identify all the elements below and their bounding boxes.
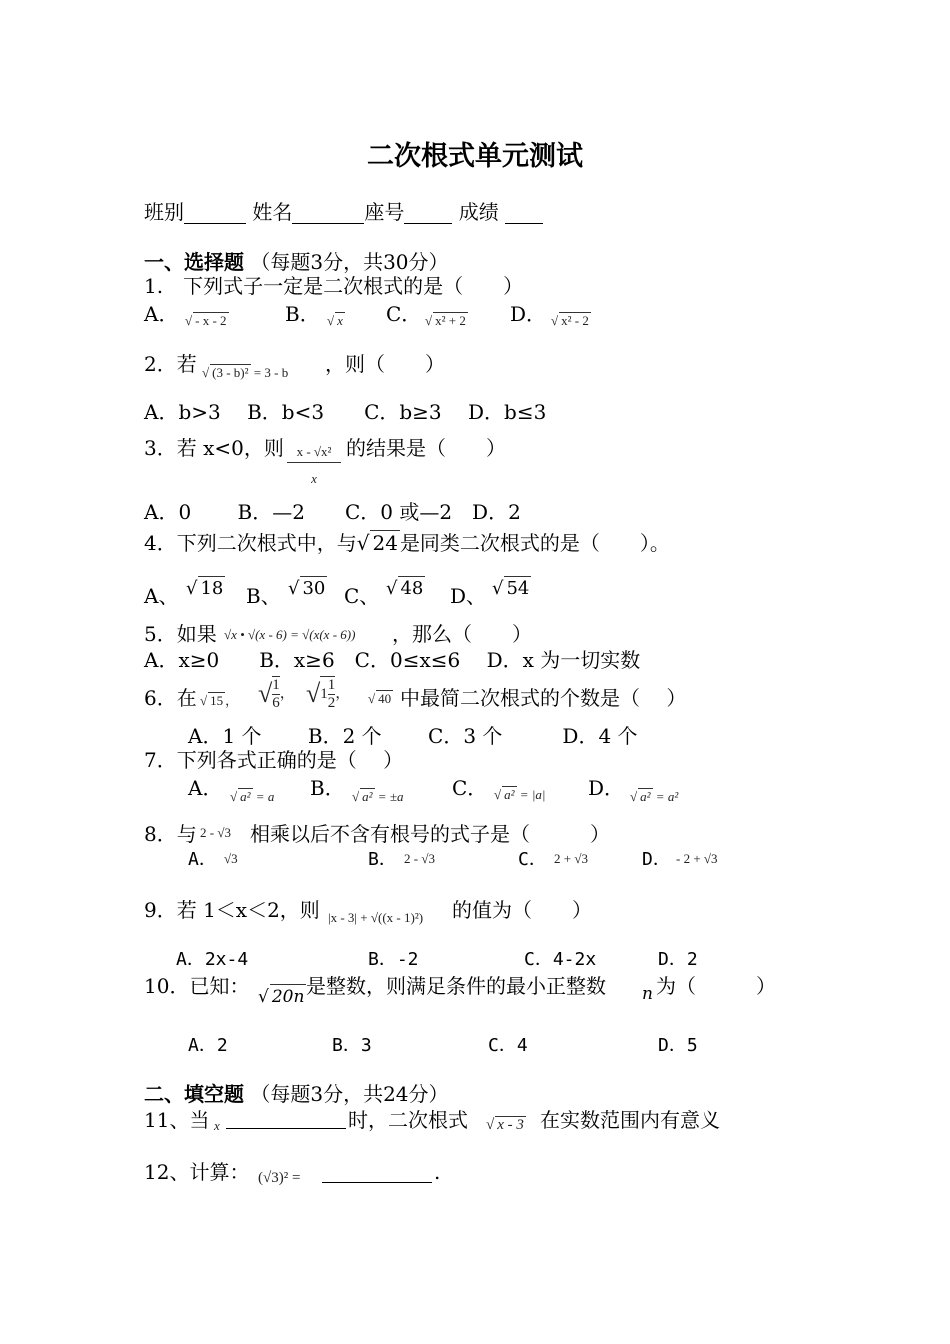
- q7-option-d-label: D．: [588, 776, 625, 800]
- section2-heading: 二、填空题: [144, 1082, 244, 1106]
- q7-option-b-label: B．: [310, 776, 345, 800]
- seat-label: 座号: [364, 200, 405, 224]
- q9-option-c: C．4-2x: [524, 949, 597, 970]
- student-info-line: [144, 200, 543, 224]
- q6-radical-40: √ 40: [368, 691, 392, 706]
- q9-option-a: A．2x-4: [176, 949, 249, 970]
- q10-radical: √ 20n: [258, 984, 306, 1009]
- q8-option-d-label: D．: [642, 849, 671, 870]
- q7-option-c-label: C．: [452, 776, 488, 800]
- q6-radical-one-and-half: √1 $\frac{1}{2}$ ，: [306, 677, 351, 711]
- q4-option-a-expr: √ 18: [186, 578, 224, 599]
- q8-option-c-label: C．: [518, 849, 547, 870]
- score-label: 成绩: [458, 200, 499, 224]
- q5-options: A．x≥0 B．x≥6 C．0≤x≤6 D．x 为一切实数: [144, 648, 641, 672]
- q11-var: x: [214, 1118, 220, 1133]
- q5-pre: 5．如果: [144, 622, 217, 646]
- q3-fraction: [287, 444, 341, 487]
- q2-post: ，则（ ）: [325, 352, 445, 376]
- q7-stem: 7．下列各式正确的是（ ）: [144, 748, 404, 772]
- q4-option-d-expr: √ 54: [492, 578, 530, 599]
- q12-expr: (√3)² =: [258, 1170, 301, 1186]
- q4-pre: 4．下列二次根式中，与: [144, 531, 357, 555]
- q6-post: 中最简二次根式的个数是（ ）: [400, 686, 687, 710]
- section2-header: [144, 1082, 449, 1106]
- q10-option-a: A．2: [188, 1035, 228, 1056]
- section2-note: （每题3分，共24分）: [250, 1082, 449, 1106]
- section1-heading: 一、选择题: [144, 250, 244, 274]
- q6-pre: 6．在: [144, 686, 197, 710]
- q4-option-b-label: B、: [246, 584, 281, 608]
- q8-option-a-expr: √3: [224, 851, 238, 866]
- q4-option-b-expr: √ 30: [288, 578, 326, 599]
- q8-option-d-expr: - 2 + √3: [676, 851, 718, 866]
- page-title: 二次根式单元测试: [367, 141, 583, 172]
- q4-option-d-label: D、: [450, 584, 487, 608]
- q1-option-b-expr: √ x: [327, 313, 343, 328]
- q3-numerator: x - √x²: [287, 444, 341, 463]
- q1-option-d-expr: √ x² - 2: [551, 313, 589, 328]
- q4-line: 4．下列二次根式中，与√ 24 是同类二次根式的是（ ）。: [144, 531, 670, 555]
- q1-option-c-label: C．: [386, 302, 422, 326]
- q8-pre: 8．与: [144, 822, 197, 846]
- q11-post: 在实数范围内有意义: [540, 1108, 720, 1132]
- class-blank[interactable]: [184, 203, 246, 224]
- q2-options: A．b>3 B．b<3 C．b≥3 D．b≤3: [144, 400, 547, 424]
- q8-post: 相乘以后不含有根号的式子是（ ）: [250, 822, 610, 846]
- q11-answer-blank[interactable]: [226, 1108, 346, 1129]
- q1-stem: 1. 下列式子一定是二次根式的是（ ）: [144, 274, 524, 298]
- q2-expr: √ (3 - b)² = 3 - b: [202, 365, 289, 380]
- q3-options: A．0 B．—2 C．0 或—2 D．2: [144, 500, 521, 524]
- seat-blank[interactable]: [404, 203, 452, 224]
- q9-option-b: B．-2: [368, 949, 419, 970]
- section1-header: [144, 250, 449, 274]
- score-blank[interactable]: [505, 203, 543, 224]
- q6-radical-one-sixth: √ $\frac{1}{6}$ ，: [258, 677, 295, 711]
- q8-option-c-expr: 2 + √3: [554, 851, 588, 866]
- name-label: 姓名: [252, 200, 293, 224]
- q1-option-b-label: B．: [285, 302, 320, 326]
- name-blank[interactable]: [292, 203, 364, 224]
- q7-option-c-expr: √ a² = |a|: [494, 787, 546, 802]
- q5-post: ，那么（ ）: [392, 622, 532, 646]
- q7-option-b-expr: √ a² = ±a: [352, 789, 404, 804]
- q4-option-a-label: A、: [144, 584, 179, 608]
- q11-mid: 时，二次根式: [348, 1108, 468, 1132]
- q9-pre: 9．若 1＜x＜2，则: [144, 898, 320, 922]
- q2-pre: 2．若: [144, 352, 197, 376]
- class-label: 班别: [144, 200, 184, 224]
- q6-options: A．1 个 B．2 个 C．3 个 D．4 个: [188, 724, 638, 748]
- q8-option-b-label: B．: [368, 849, 397, 870]
- q8-expr: 2 - √3: [200, 825, 231, 840]
- q10-post: 为（ ）: [656, 974, 776, 998]
- q10-option-d: D．5: [658, 1035, 698, 1056]
- q12-answer-blank[interactable]: [322, 1162, 432, 1183]
- q10-pre: 10．已知：: [144, 974, 250, 998]
- q9-option-d: D．2: [658, 949, 698, 970]
- q8-option-b-expr: 2 - √3: [404, 851, 435, 866]
- q9-expr: |x - 3| + √((x - 1)²): [328, 910, 424, 925]
- q7-option-a-expr: √ a² = a: [230, 789, 275, 804]
- q10-option-b: B．3: [332, 1035, 372, 1056]
- q5-expr: √x • √(x - 6) = √(x(x - 6)): [224, 627, 356, 642]
- q11-pre: 11、当: [144, 1108, 210, 1132]
- q1-option-a-label: A．: [144, 302, 179, 326]
- q8-option-a-label: A．: [188, 849, 217, 870]
- q4-post: 是同类二次根式的是（ ）。: [399, 531, 670, 555]
- q12-post: .: [434, 1160, 441, 1184]
- q1-option-d-label: D．: [510, 302, 547, 326]
- q10-var: n: [642, 984, 653, 1004]
- q10-option-c: C．4: [488, 1035, 528, 1056]
- q11-radical: √ x - 3: [486, 1117, 524, 1133]
- q1-option-c-expr: √ x² + 2: [425, 313, 466, 328]
- section1-note: （每题3分，共30分）: [250, 250, 449, 274]
- q9-post: 的值为（ ）: [452, 898, 592, 922]
- q4-option-c-expr: √ 48: [386, 578, 424, 599]
- q3-post: 的结果是（ ）: [346, 436, 506, 460]
- q7-option-d-expr: √ a² = a²: [630, 789, 679, 804]
- q1-option-a-expr: √ - x - 2: [185, 313, 227, 328]
- q10-mid: 是整数，则满足条件的最小正整数: [306, 974, 606, 998]
- q7-option-a-label: A．: [188, 776, 223, 800]
- q3-pre: 3．若 x<0，则: [144, 436, 284, 460]
- q4-option-c-label: C、: [344, 584, 380, 608]
- q4-radicand: 24: [372, 531, 398, 555]
- q6-radical-15: √ 15 ，: [200, 693, 239, 708]
- q3-denominator: x: [311, 471, 317, 486]
- q12-pre: 12、计算：: [144, 1160, 250, 1184]
